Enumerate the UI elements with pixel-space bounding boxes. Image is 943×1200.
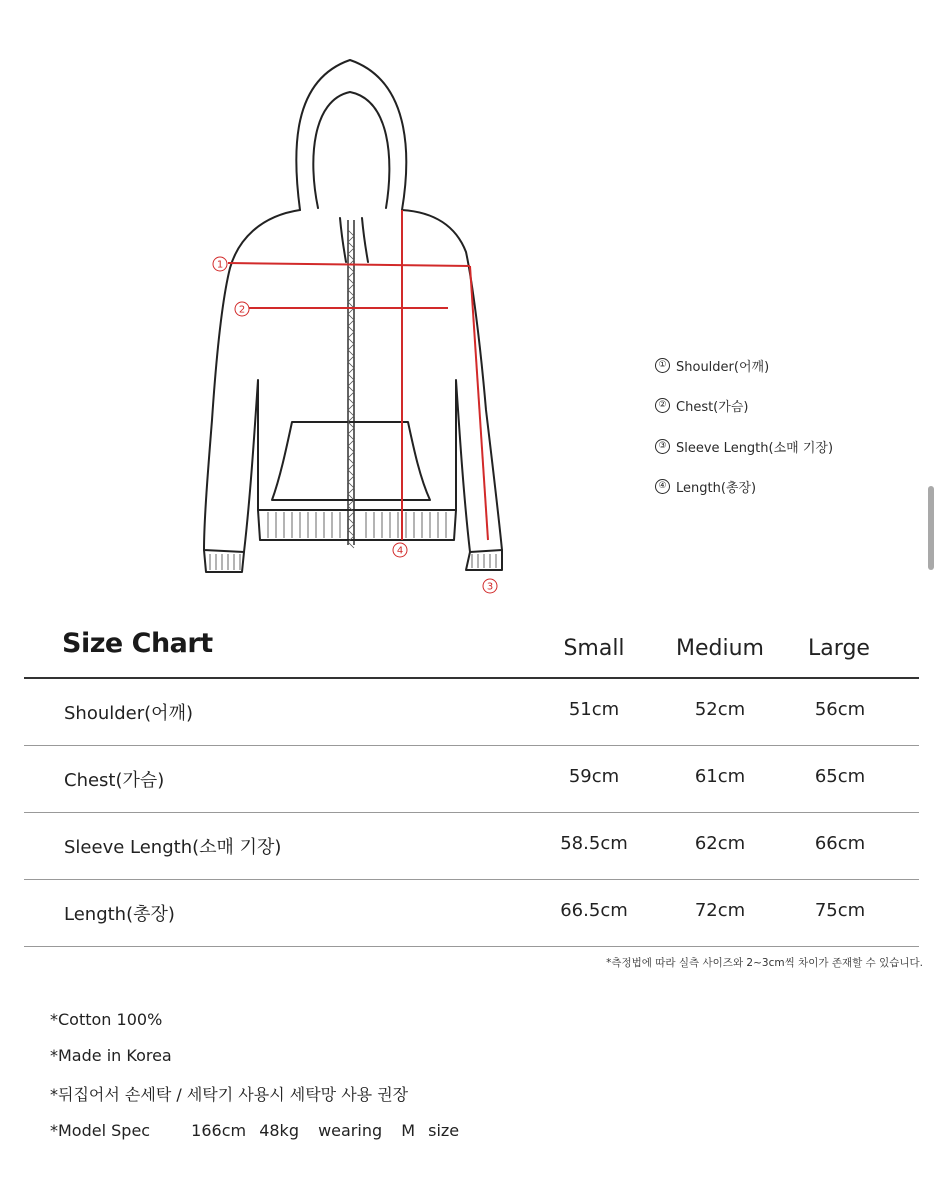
scrollbar-thumb[interactable] bbox=[928, 486, 934, 570]
cell-large: 66cm bbox=[814, 833, 866, 854]
column-header-small: Small bbox=[563, 636, 625, 661]
table-row bbox=[24, 746, 919, 813]
cell-medium: 61cm bbox=[694, 766, 746, 787]
model-spec bbox=[50, 1121, 459, 1140]
model-size: M bbox=[401, 1121, 416, 1140]
cell-large: 75cm bbox=[814, 900, 866, 921]
cell-small: 59cm bbox=[568, 766, 620, 787]
model-size-word: size bbox=[428, 1121, 460, 1140]
size-chart-title: Size Chart bbox=[62, 628, 213, 659]
row-label: Chest(가슴) bbox=[64, 770, 165, 791]
cell-medium: 52cm bbox=[694, 699, 746, 720]
cell-small: 66.5cm bbox=[560, 900, 628, 921]
legend-number: ② bbox=[655, 398, 670, 413]
row-label: Shoulder(어깨) bbox=[64, 703, 193, 724]
hem-rib bbox=[258, 510, 456, 540]
hood-opening bbox=[313, 92, 389, 208]
legend-item-length bbox=[655, 477, 833, 497]
marker-4: 4 bbox=[396, 545, 404, 557]
origin-info: *Made in Korea bbox=[50, 1046, 172, 1065]
marker-2: 2 bbox=[238, 304, 246, 316]
wash-info: *뒤집어서 손세탁 / 세탁기 사용시 세탁망 사용 권장 bbox=[50, 1085, 409, 1104]
row-label: Sleeve Length(소매 기장) bbox=[64, 837, 282, 858]
cell-large: 65cm bbox=[814, 766, 866, 787]
legend-label: Chest(가슴) bbox=[676, 400, 749, 415]
column-header-large: Large bbox=[808, 636, 870, 661]
fabric-info: *Cotton 100% bbox=[50, 1010, 163, 1029]
hoodie-illustration bbox=[180, 40, 520, 610]
column-header-medium: Medium bbox=[676, 636, 764, 661]
legend-number: ① bbox=[655, 358, 670, 373]
model-wearing: wearing bbox=[318, 1121, 383, 1140]
measurement-note: *측정법에 따라 실측 사이즈와 2~3cm씩 차이가 존재할 수 있습니다. bbox=[606, 957, 923, 969]
marker-3: 3 bbox=[486, 581, 494, 593]
marker-1: 1 bbox=[216, 259, 224, 271]
legend-label: Sleeve Length(소매 기장) bbox=[676, 440, 834, 456]
size-chart-header bbox=[0, 620, 943, 678]
legend-number: ③ bbox=[655, 439, 670, 454]
model-weight: 48kg bbox=[259, 1121, 299, 1140]
cell-medium: 62cm bbox=[694, 833, 746, 854]
legend-item-chest bbox=[655, 396, 833, 416]
hood-outline bbox=[296, 60, 406, 210]
table-row bbox=[24, 679, 919, 746]
legend-label: Shoulder(어깨) bbox=[676, 359, 770, 375]
cell-small: 51cm bbox=[568, 699, 620, 720]
row-label: Length(총장) bbox=[64, 904, 175, 925]
legend-item-sleeve bbox=[655, 436, 833, 456]
table-row bbox=[24, 813, 919, 880]
table-row bbox=[24, 880, 919, 947]
legend-label: Length(총장) bbox=[676, 481, 757, 496]
cell-large: 56cm bbox=[814, 699, 866, 720]
legend-number: ④ bbox=[655, 479, 670, 494]
legend-item-shoulder bbox=[655, 355, 833, 375]
cell-medium: 72cm bbox=[694, 900, 746, 921]
model-height: 166cm bbox=[191, 1121, 247, 1140]
model-spec-label: *Model Spec bbox=[50, 1121, 151, 1140]
measurement-legend bbox=[655, 355, 833, 517]
cell-small: 58.5cm bbox=[560, 833, 628, 854]
